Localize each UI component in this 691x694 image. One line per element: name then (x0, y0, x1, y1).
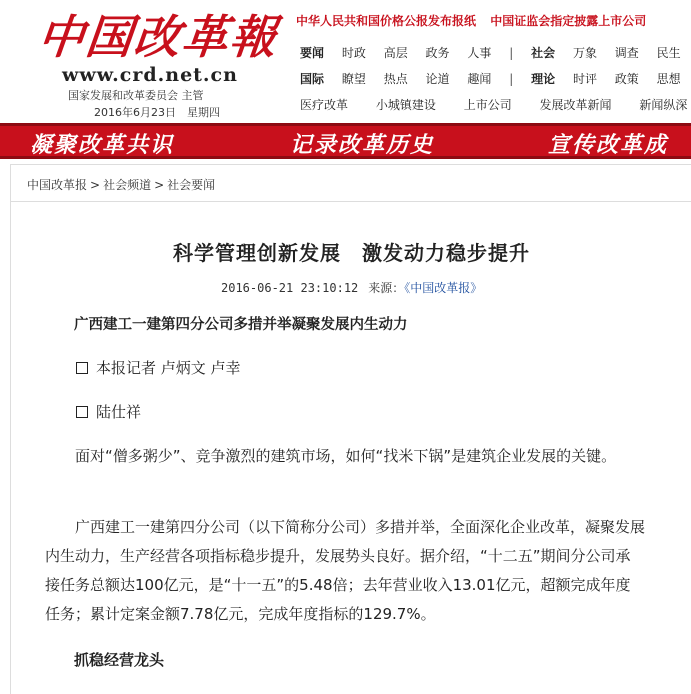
article-paragraph-1: 面对“僧多粥少”、竞争激烈的建筑市场，如何“找米下锅”是建筑企业发展的关键。 (75, 447, 617, 465)
article-container (10, 164, 691, 694)
checkbox-square-icon (76, 362, 88, 374)
nav-item-sixiang[interactable]: 思想 (656, 72, 681, 86)
nav-item-renshi[interactable]: 人事 (467, 46, 492, 60)
byline-reporters-text: 本报记者 卢炳文 卢幸 (96, 359, 241, 377)
breadcrumb-divider (11, 201, 691, 202)
site-logo[interactable]: 中国改革報 (35, 10, 281, 64)
nav-item-yaowen[interactable]: 要闻 (300, 46, 325, 60)
nav-row-3 (300, 96, 691, 113)
current-date: 2016年6月23日 星期四 (94, 106, 220, 119)
byline-contributor-text: 陆仕祥 (96, 403, 142, 421)
slogan-1: 凝聚改革共识 (30, 132, 175, 158)
breadcrumb (27, 176, 215, 193)
nav-row-1 (300, 44, 691, 61)
byline-contributor (76, 401, 141, 422)
breadcrumb-section[interactable]: 社会要闻 (167, 178, 216, 192)
site-url[interactable]: www.crd.net.cn (62, 64, 238, 86)
price-bulletin-link[interactable]: 中华人民共和国价格公报发布报纸 (296, 14, 477, 28)
nav-item-zhengwu[interactable]: 政务 (425, 46, 450, 60)
nav-item-redian[interactable]: 热点 (383, 72, 408, 86)
article-paragraph-2: 广西建工一建第四分公司（以下简称分公司）多措并举，全面深化企业改革，凝聚发展内生动力，生产经营各项指标稳步提升，发展势头良好。据介绍，“十二五”期间分公司承接任务总额达100亿元，是“十一五”的5.48倍；去年营业收入13.01亿元，超额完成年度任务；累计定案金额7.78亿元，完成年度指标的129.7%。 (45, 518, 646, 623)
nav-item-lundao[interactable]: 论道 (425, 72, 450, 86)
article-source-link[interactable]: 《中国改革报》 (404, 281, 483, 295)
nav-item-guoji[interactable]: 国际 (300, 72, 325, 86)
site-header (0, 0, 691, 123)
nav-item-xiaochengzhen[interactable]: 小城镇建设 (375, 98, 436, 112)
slogan-banner (0, 123, 691, 159)
article-meta (221, 279, 482, 296)
breadcrumb-home[interactable]: 中国改革报 (27, 178, 88, 192)
csrc-disclosure-link[interactable]: 中国证监会指定披露上市公司 (490, 14, 647, 28)
breadcrumb-channel[interactable]: 社会频道 (103, 178, 152, 192)
breadcrumb-separator: > (90, 178, 101, 192)
nav-item-yiliao[interactable]: 医疗改革 (300, 98, 349, 112)
nav-item-shizheng[interactable]: 时政 (341, 46, 366, 60)
nav-item-zongshen[interactable]: 新闻纵深 (639, 98, 688, 112)
nav-item-wanxiang[interactable]: 万象 (572, 46, 597, 60)
nav-row-2 (300, 70, 691, 87)
nav-item-diaocha[interactable]: 调查 (614, 46, 639, 60)
nav-item-gaoceng[interactable]: 高层 (383, 46, 408, 60)
breadcrumb-separator: > (154, 178, 165, 192)
slogan-3: 宣传改革成 (548, 132, 669, 158)
nav-item-shangshi[interactable]: 上市公司 (463, 98, 512, 112)
byline-reporters (76, 357, 241, 378)
article-datetime: 2016-06-21 23:10:12 (221, 281, 359, 295)
nav-divider: | (509, 46, 514, 60)
nav-item-quwen[interactable]: 趣闻 (467, 72, 492, 86)
article-title: 科学管理创新发展 激发动力稳步提升 (173, 241, 530, 265)
source-label: 来源： (368, 281, 405, 295)
site-supervisor: 国家发展和改革委员会 主管 (68, 89, 204, 102)
nav-item-fazhan[interactable]: 发展改革新闻 (539, 98, 612, 112)
slogan-2: 记录改革历史 (290, 132, 435, 158)
nav-item-shiping[interactable]: 时评 (572, 72, 597, 86)
nav-item-zhengce[interactable]: 政策 (614, 72, 639, 86)
checkbox-square-icon (76, 406, 88, 418)
article-subhead: 广西建工一建第四分公司多措并举凝聚发展内生动力 (74, 317, 408, 333)
top-announcement-links (296, 12, 656, 29)
nav-item-liaowang[interactable]: 瞭望 (341, 72, 366, 86)
nav-item-shehui[interactable]: 社会 (531, 46, 556, 60)
nav-item-lilun[interactable]: 理论 (531, 72, 556, 86)
nav-item-minsheng[interactable]: 民生 (656, 46, 681, 60)
article-section-heading: 抓稳经营龙头 (74, 651, 165, 669)
nav-divider: | (509, 72, 514, 86)
